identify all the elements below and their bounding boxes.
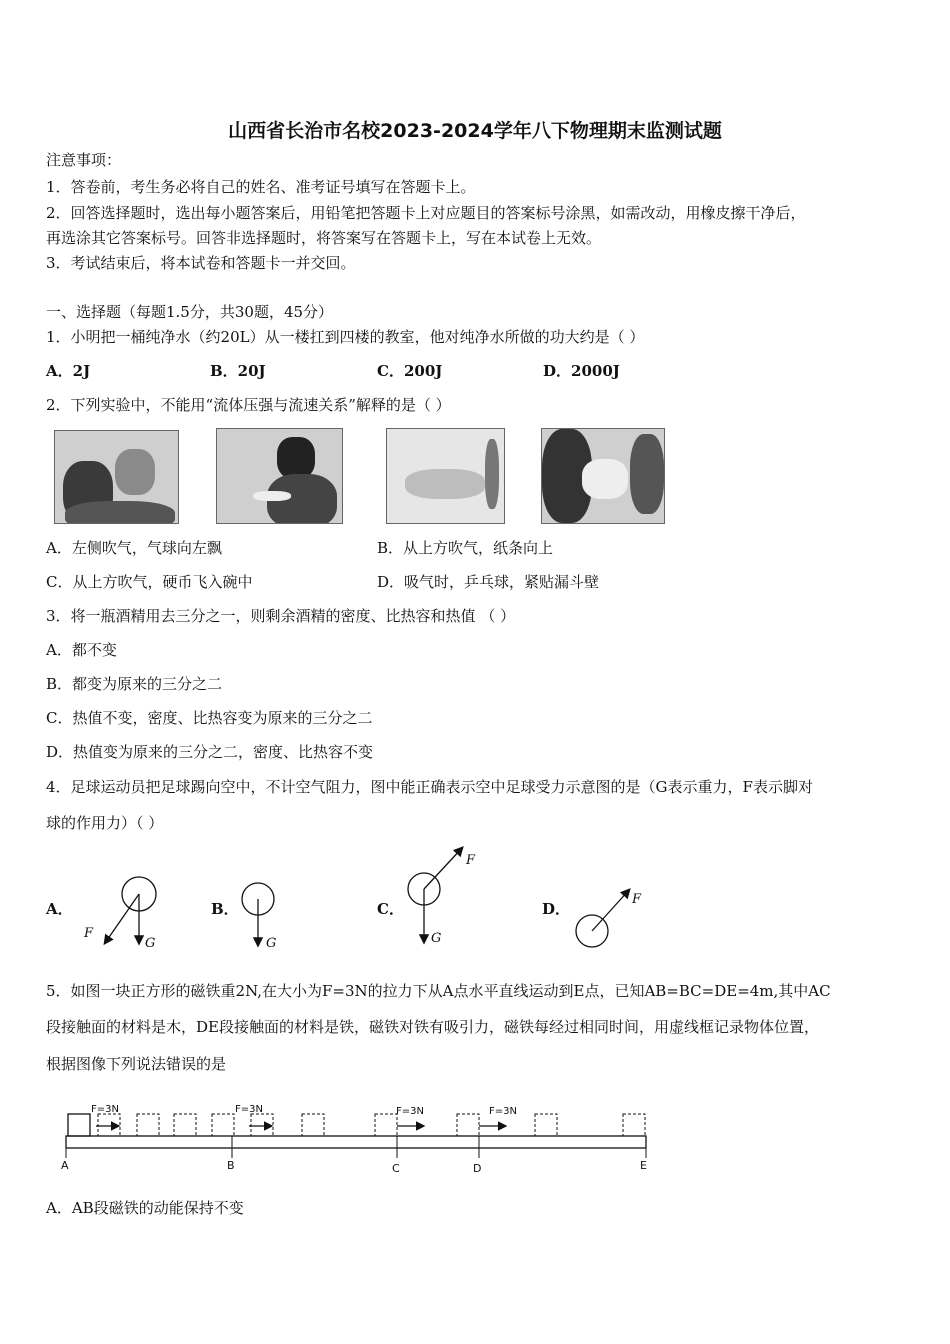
q5-point-b: B <box>227 1159 235 1172</box>
q5-magnet-start <box>68 1114 90 1136</box>
q1-option-c: C．200J <box>377 362 443 380</box>
q4-d-force-f: F <box>632 892 642 907</box>
q1-stem: 1．小明把一桶纯净水（约20L）从一楼扛到四楼的教室，他对纯净水所做的功大约是（ ） <box>46 328 645 346</box>
q5-option-a: A．AB段磁铁的动能保持不变 <box>46 1199 244 1217</box>
q4-stem-cont: 球的作用力）（ ） <box>46 814 164 832</box>
q2-option-b: B．从上方吹气，纸条向上 <box>377 539 554 557</box>
q3-option-a: A．都不变 <box>46 641 117 659</box>
q3-option-b: B．都变为原来的三分之二 <box>46 675 223 693</box>
notice-item: 3．考试结束后，将本试卷和答题卡一并交回。 <box>46 254 356 272</box>
q4-option-d-label: D． <box>542 900 571 918</box>
q2-option-d: D．吸气时，乒乓球，紧贴漏斗壁 <box>377 573 600 591</box>
q4-c-force-f: F <box>466 853 476 868</box>
q1-option-b: B．20J <box>210 362 266 380</box>
q4-b-force-g: G <box>266 936 277 951</box>
q5-force-label: F=3N <box>396 1106 424 1117</box>
q1-option-a: A．2J <box>46 362 91 380</box>
q4-option-a-label: A． <box>46 900 73 918</box>
q5-stem-cont: 段接触面的材料是木，DE段接触面的材料是铁，磁铁对铁有吸引力，磁铁每经过相同时间，用虚线框记录物体位置， <box>46 1018 819 1036</box>
q5-force-label: F=3N <box>235 1104 263 1115</box>
q3-option-c: C．热值不变，密度、比热容变为原来的三分之二 <box>46 709 373 727</box>
notice-heading: 注意事项： <box>46 151 122 169</box>
q5-force-label: F=3N <box>91 1104 119 1115</box>
q2-option-c: C．从上方吹气，硬币飞入碗中 <box>46 573 253 591</box>
q4-option-b-label: B． <box>211 900 239 918</box>
q5-point-c: C <box>392 1162 400 1175</box>
page-title: 山西省长治市名校2023-2024学年八下物理期末监测试题 <box>228 120 722 142</box>
q2-option-a: A．左侧吹气，气球向左飘 <box>46 539 222 557</box>
q4-stem: 4．足球运动员把足球踢向空中，不计空气阻力，图中能正确表示空中足球受力示意图的是（G表示重力，F表示脚对 <box>46 778 813 796</box>
q3-option-d: D．热值变为原来的三分之二，密度、比热容不变 <box>46 743 374 761</box>
q4-option-c-label: C． <box>377 900 404 918</box>
section-heading: 一、选择题（每题1.5分，共30题，45分） <box>46 303 334 321</box>
q3-stem: 3．将一瓶酒精用去三分之一，则剩余酒精的密度、比热容和热值 （ ） <box>46 607 516 625</box>
q2-stem: 2．下列实验中，不能用“流体压强与流速关系”解释的是（ ） <box>46 396 451 414</box>
q5-stem-cont2: 根据图像下列说法错误的是 <box>46 1055 227 1073</box>
q5-track <box>66 1136 646 1148</box>
notice-item: 1．答卷前，考生务必将自己的姓名、准考证号填写在答题卡上。 <box>46 178 476 196</box>
q5-force-label: F=3N <box>489 1106 517 1117</box>
notice-item: 2．回答选择题时，选出每小题答案后，用铅笔把答题卡上对应题目的答案标号涂黑，如需改动，用橡皮擦干净后， <box>46 204 806 222</box>
q4-a-force-g: G <box>145 936 156 951</box>
q4-a-force-f: F <box>84 926 94 941</box>
q5-point-a: A <box>61 1159 69 1172</box>
q5-point-d: D <box>473 1162 482 1175</box>
q5-point-e: E <box>640 1159 647 1172</box>
q1-option-d: D．2000J <box>543 362 620 380</box>
q5-stem: 5．如图一块正方形的磁铁重2N,在大小为F=3N的拉力下从A点水平直线运动到E点，已知AB=BC=DE=4m,其中AC <box>46 982 831 1000</box>
notice-item: 再选涂其它答案标号。回答非选择题时，将答案写在答题卡上，写在本试卷上无效。 <box>46 229 602 247</box>
q4-c-force-g: G <box>431 931 442 946</box>
